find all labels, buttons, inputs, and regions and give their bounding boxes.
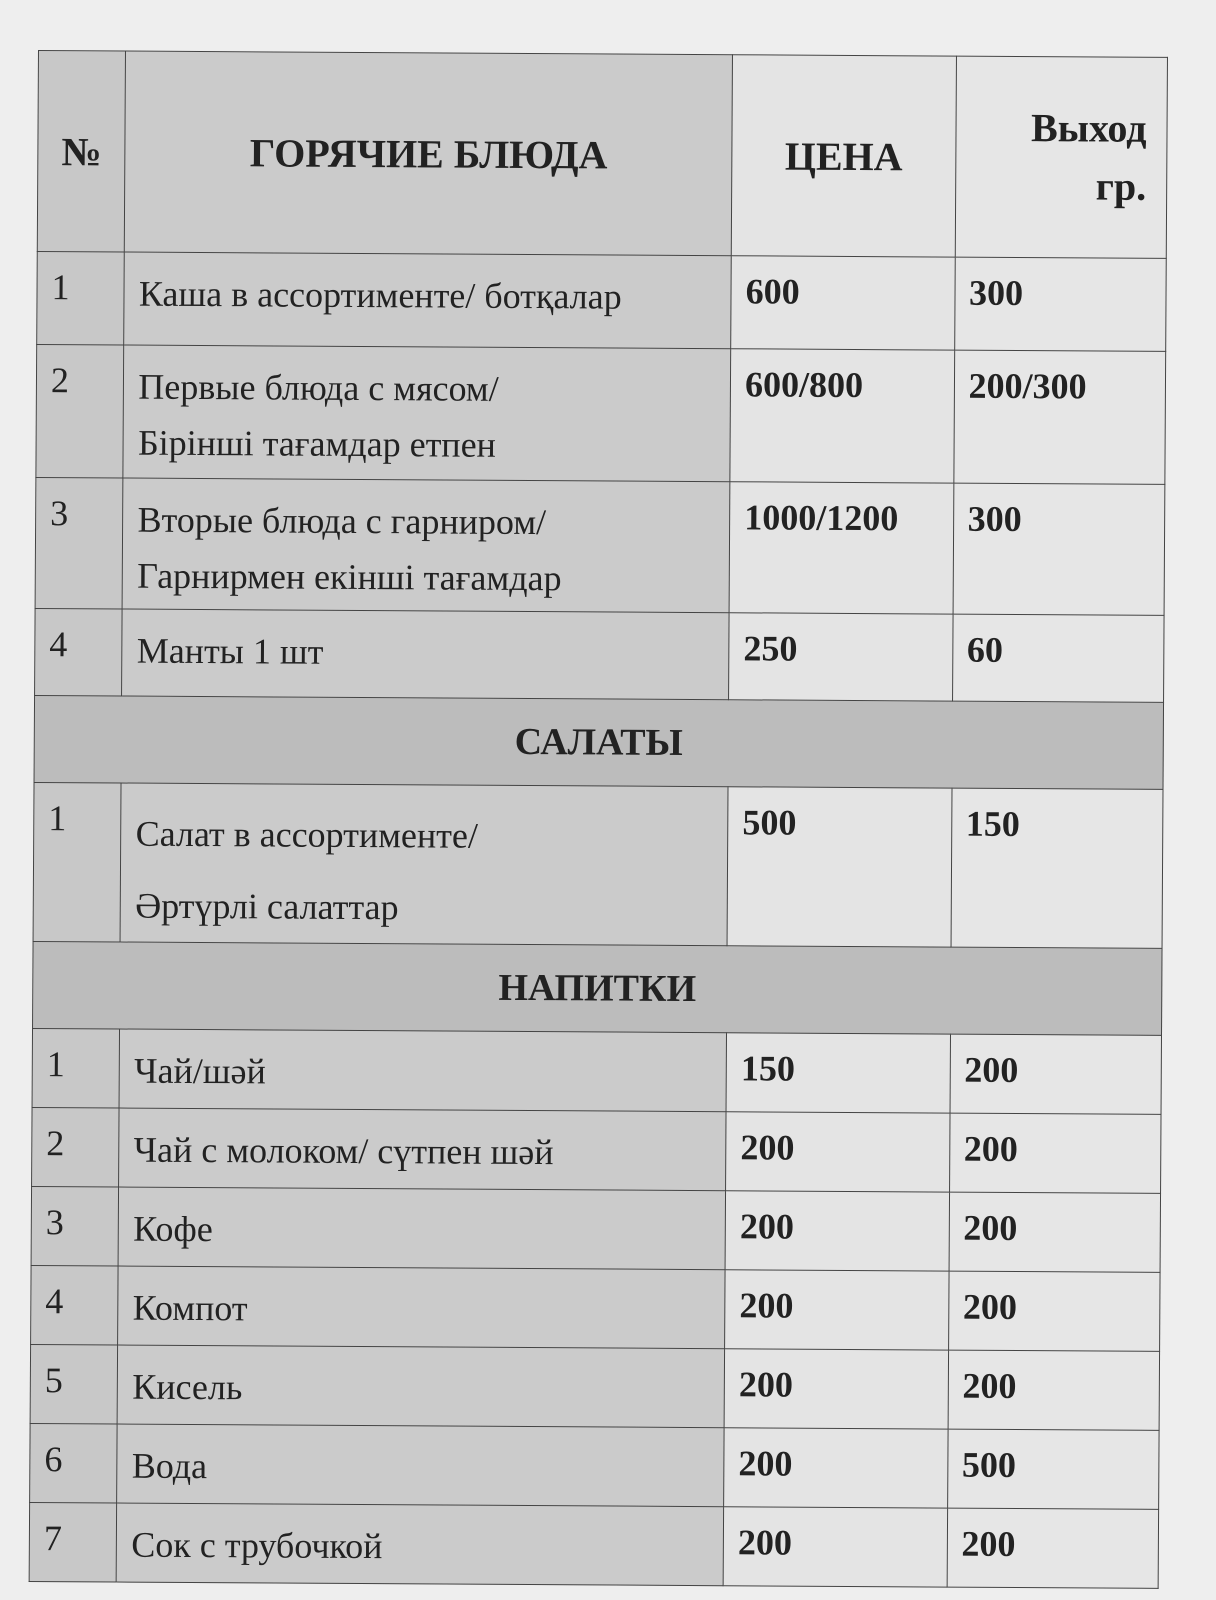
item-name-line1: Первые блюда с мясом/ xyxy=(138,366,499,409)
item-name-line1: Салат в ассортименте/ xyxy=(135,813,479,856)
item-price: 150 xyxy=(726,1033,950,1113)
item-name xyxy=(122,609,729,700)
header-row xyxy=(37,51,1167,259)
drinks-section-row xyxy=(33,941,1163,1035)
item-name: Сок с трубочкой xyxy=(117,1503,724,1586)
menu-row xyxy=(37,251,1167,351)
menu-row xyxy=(30,1344,1159,1430)
item-name xyxy=(123,478,730,613)
item-output: 200/300 xyxy=(953,350,1165,484)
menu-row xyxy=(33,782,1163,948)
item-number: 7 xyxy=(29,1502,117,1582)
menu-row xyxy=(32,1107,1161,1193)
item-price: 1000/1200 xyxy=(729,482,953,614)
item-output: 200 xyxy=(949,1192,1161,1272)
menu-row xyxy=(36,344,1166,484)
item-price: 500 xyxy=(727,787,951,947)
item-output: 200 xyxy=(950,1034,1162,1114)
menu-row xyxy=(30,1423,1159,1509)
item-output: 60 xyxy=(952,614,1164,702)
item-name-line1: Манты 1 шт xyxy=(136,630,324,672)
item-name: Вода xyxy=(117,1424,724,1507)
menu-row xyxy=(35,477,1165,615)
item-name: Чай с молоком/ сүтпен шәй xyxy=(119,1108,726,1191)
menu-row xyxy=(29,1502,1158,1588)
item-output: 500 xyxy=(947,1429,1159,1509)
item-number: 1 xyxy=(37,251,125,345)
item-output: 200 xyxy=(949,1113,1161,1193)
item-name-line1: Каша в ассортименте/ ботқалар xyxy=(138,273,622,317)
item-number: 2 xyxy=(36,344,124,478)
salads-section-row xyxy=(34,695,1164,789)
item-name xyxy=(120,783,728,946)
item-number: 5 xyxy=(30,1344,118,1424)
item-name xyxy=(124,252,731,349)
header-price: ЦЕНА xyxy=(731,55,956,257)
header-hot-dishes: ГОРЯЧИЕ БЛЮДА xyxy=(125,51,733,256)
item-price: 200 xyxy=(725,1191,949,1271)
item-price: 200 xyxy=(725,1270,949,1350)
item-number: 1 xyxy=(33,782,121,942)
item-name-line2: Бірінші тағамдар етпен xyxy=(137,422,497,465)
menu-row xyxy=(35,608,1165,702)
header-number: № xyxy=(37,51,126,253)
item-output: 200 xyxy=(947,1508,1159,1588)
salads-title: САЛАТЫ xyxy=(34,695,1164,789)
item-price: 600/800 xyxy=(730,349,954,483)
item-output: 150 xyxy=(951,788,1163,948)
item-number: 3 xyxy=(35,477,123,609)
item-price: 250 xyxy=(729,613,953,701)
item-price: 200 xyxy=(724,1349,948,1429)
item-number: 1 xyxy=(32,1028,120,1108)
menu-table xyxy=(29,50,1168,1589)
item-name-line2: Гарнирмен екінші тағамдар xyxy=(137,555,562,599)
item-output: 200 xyxy=(948,1350,1160,1430)
header-output-line1: Выход xyxy=(1030,105,1147,151)
item-output: 300 xyxy=(954,257,1166,351)
item-number: 6 xyxy=(30,1423,118,1503)
item-price: 200 xyxy=(724,1428,948,1508)
menu-row xyxy=(31,1186,1160,1272)
menu-row xyxy=(32,1028,1161,1114)
item-name-line1: Вторые блюда с гарниром/ xyxy=(137,499,547,543)
item-price: 200 xyxy=(723,1507,947,1587)
item-number: 2 xyxy=(32,1107,120,1187)
item-output: 300 xyxy=(953,483,1165,615)
item-output: 200 xyxy=(948,1271,1160,1351)
header-output xyxy=(955,56,1168,258)
item-name: Компот xyxy=(118,1266,725,1349)
item-name xyxy=(123,345,730,482)
item-name: Чай/шәй xyxy=(119,1029,726,1112)
item-name: Кисель xyxy=(118,1345,725,1428)
item-name-line2: Әртүрлі салаттар xyxy=(135,885,399,928)
item-number: 4 xyxy=(35,608,123,696)
drinks-title: НАПИТКИ xyxy=(33,941,1163,1035)
item-price: 200 xyxy=(726,1112,950,1192)
item-price: 600 xyxy=(731,256,955,350)
menu-row xyxy=(31,1265,1160,1351)
item-number: 4 xyxy=(31,1265,119,1345)
item-number: 3 xyxy=(31,1186,119,1266)
header-output-line2: гр. xyxy=(1095,163,1147,209)
item-name: Кофе xyxy=(119,1187,726,1270)
